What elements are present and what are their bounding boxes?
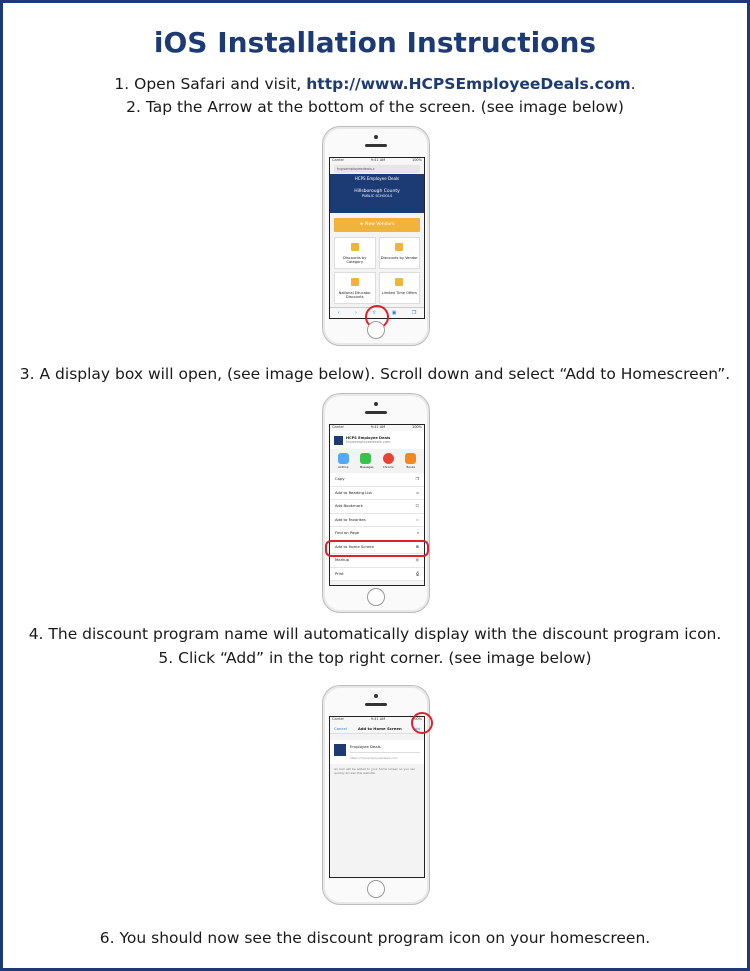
app-books[interactable] [405,453,417,469]
bookmarks-icon[interactable]: ▣ [391,310,397,316]
tag-icon [351,278,359,286]
site-favicon [334,436,343,445]
share-apps-row [330,449,424,473]
app-chrome[interactable] [382,453,394,469]
site-hero [330,183,424,213]
plus-square-icon: ⊞ [415,543,419,549]
phone-safari-screenshot [322,126,430,346]
status-bar [330,158,424,164]
home-button [367,588,385,606]
tag-icon [351,243,359,251]
add-to-home-highlight [325,540,429,557]
step-3: 3. A display box will open, (see image below). Scroll down and select “Add to Homescreen”. [19,365,731,383]
tile-national-educator[interactable] [334,272,376,304]
speaker-slot [365,703,387,706]
camera-dot [374,694,378,698]
time-label: 9:41 AM [370,158,386,162]
sheet-subtitle: hcpsemployeedeals.com [346,440,391,444]
tile-label: National Educator Discounts [338,291,371,299]
carrier-label: Carrier [332,717,344,721]
menu-label: Add to Home Screen [335,543,375,549]
phone-add-home-screenshot [322,685,430,905]
phone-screen [329,157,425,319]
app-name-field[interactable]: Employee Deals [350,744,420,753]
tabs-icon[interactable]: ❐ [411,310,417,316]
category-tiles [334,237,420,304]
app-icon [334,744,346,756]
hero-line-1: Hillsborough County [354,189,400,194]
back-arrow-icon[interactable]: ‹ [337,310,340,316]
page-title: iOS Installation Instructions [153,26,597,59]
carrier-label: Carrier [332,158,344,162]
home-button [367,321,385,339]
tile-discounts-by-category[interactable] [334,237,376,269]
hero-line-2: PUBLIC SCHOOLS [361,194,393,198]
menu-label: Markup [335,557,350,562]
battery-label: 100% [411,717,422,721]
menu-item-find[interactable] [330,527,424,541]
menu-label: Find on Page [335,530,360,535]
forward-arrow-icon[interactable]: › [354,310,357,316]
battery-label: 100% [411,425,422,429]
menu-item-favorites[interactable] [330,514,424,528]
star-icon: ★ [359,222,366,227]
tile-discounts-by-vendor[interactable] [379,237,421,269]
step-1-end: . [630,75,636,93]
app-preview-card [330,740,424,764]
add-home-nav [330,723,424,734]
camera-dot [374,402,378,406]
phone-screen [329,716,425,878]
book-icon: ☐ [415,503,419,508]
glasses-icon: ∞ [415,489,419,495]
menu-label: Add to Reading List [335,489,372,495]
home-button [367,880,385,898]
menu-label: Add Bookmark [335,503,363,508]
phone-share-sheet-screenshot [322,393,430,613]
menu-item-print[interactable] [330,568,424,582]
app-messages[interactable] [360,453,372,469]
chrome-icon [383,453,394,464]
calendar-icon [395,278,403,286]
new-vendors-label: New Vendors [365,222,395,227]
app-label: AirDrop [337,465,349,469]
step-5: 5. Click “Add” in the top right corner. (see image below) [158,649,592,667]
share-arrow-icon[interactable]: ⇧ [372,310,377,316]
step-6: 6. You should now see the discount program icon on your homescreen. [99,929,651,947]
step-4: 4. The discount program name will automatically display with the discount program icon. [28,625,722,643]
airdrop-icon [338,453,349,464]
app-airdrop[interactable] [337,453,349,469]
share-menu-list [330,473,424,581]
star-icon: ☆ [415,516,419,522]
menu-label: Add to Favorites [335,516,366,522]
menu-item-copy[interactable] [330,473,424,487]
speaker-slot [365,411,387,414]
print-icon: ⎙ [415,570,419,576]
menu-label: Copy [335,476,345,481]
tile-label: Limited Time Offers [381,291,417,295]
app-label: Books [406,465,415,469]
carrier-label: Carrier [332,425,344,429]
speaker-slot [365,144,387,147]
tile-limited-time[interactable] [379,272,421,304]
app-label: Chrome [382,465,394,469]
share-sheet-header [330,431,424,449]
add-button[interactable]: Add [412,725,420,731]
camera-dot [374,135,378,139]
step-2: 2. Tap the Arrow at the bottom of the screen. (see image below) [126,98,624,116]
building-icon [395,243,403,251]
step-1-text: 1. Open Safari and visit, [114,75,307,93]
tile-label: Discounts by Category [343,256,367,264]
app-url: https://hcpsemployeedeals.com [350,756,398,760]
time-label: 9:41 AM [370,425,386,429]
phone-screen [329,424,425,586]
add-highlight-circle [411,712,433,734]
url-bar[interactable]: hcpsemployeedeals.c [334,165,420,173]
website-link[interactable]: http://www.HCPSEmployeeDeals.com [306,75,631,93]
menu-label: Print [335,570,344,576]
sheet-title: HCPS Employee Deals [346,436,391,440]
books-icon [405,453,416,464]
site-nav-title: HCPS Employee Deals [330,174,424,183]
add-home-title: Add to Home Screen [357,725,402,731]
messages-icon [360,453,371,464]
menu-item-reading-list[interactable] [330,487,424,501]
search-icon: ⌕ [416,530,419,535]
tile-label: Discounts by Vendor [380,256,418,260]
battery-label: 100% [411,158,422,162]
markup-icon: ◎ [415,557,419,562]
cancel-button[interactable]: Cancel [334,725,347,731]
step-1 [0,75,750,93]
copy-icon: ❐ [415,476,419,481]
app-label: Messages [359,465,374,469]
new-vendors-button[interactable] [334,218,420,232]
menu-item-bookmark[interactable] [330,500,424,514]
add-home-note: An icon will be added to your home screen so you can quickly access this website. [334,767,416,775]
time-label: 9:41 AM [370,717,386,721]
